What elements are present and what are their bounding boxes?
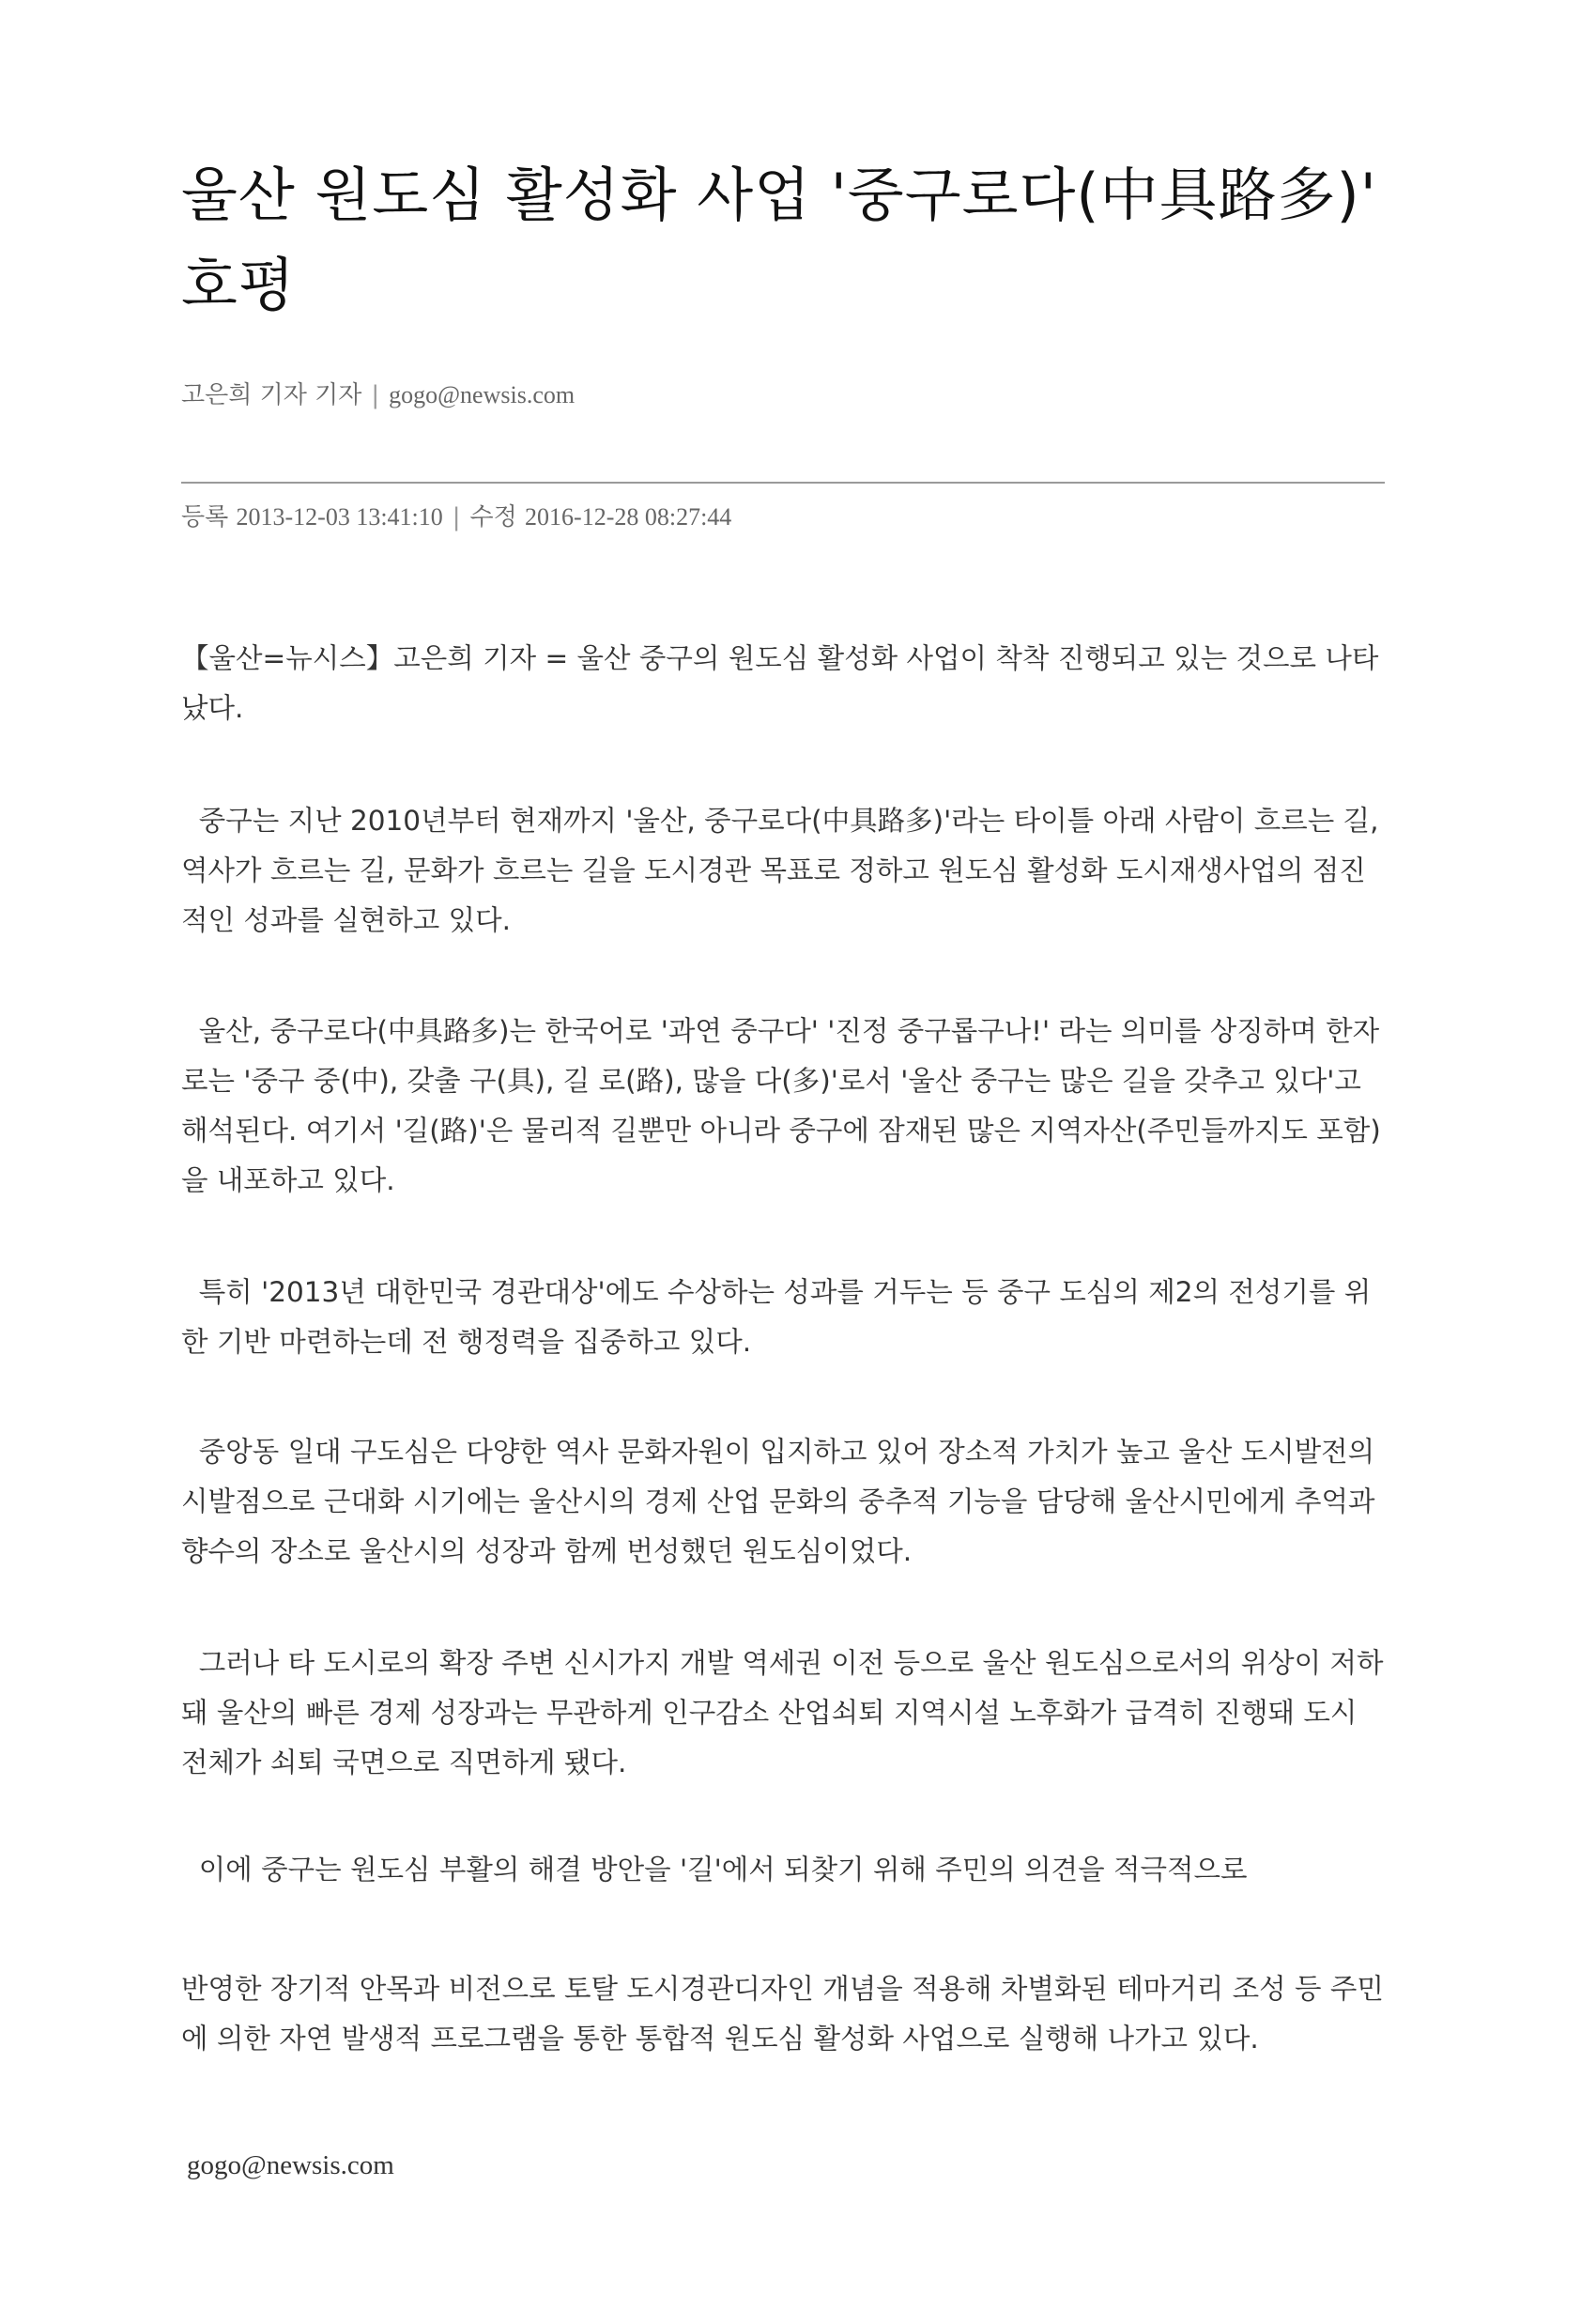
- reporter-name: 고은희 기자 기자: [181, 381, 362, 409]
- byline-separator: |: [371, 381, 380, 409]
- modified-label: 수정: [469, 503, 517, 531]
- article-dates: [181, 498, 731, 532]
- article-headline: 울산 원도심 활성화 사업 '중구로다(中具路多)' 호평: [181, 161, 1377, 319]
- article-paragraph: 울산, 중구로다(中具路多)는 한국어로 '과연 중구다' '진정 중구롭구나!' 라는 의미를 상징하며 한자로는 '중구 중(中), 갖출 구(具), 길 로(路), 많을 다(多)'로서 '울산 중구는 많은 길을 갖추고 있다'고 해석된다. 여기서 '길(路)'은 물리적 길뿐만 아니라 중구에 잠재된 많은 지역자산(주민들까지도 포함)을 내포하고 있다.: [181, 1015, 1381, 1196]
- article-paragraph: 이에 중구는 원도심 부활의 해결 방안을 '길'에서 되찾기 위해 주민의 의견을 적극적으로: [181, 1854, 1248, 1886]
- registered-timestamp: 2013-12-03 13:41:10: [236, 503, 443, 531]
- header-divider: [181, 482, 1385, 484]
- article-signature-email[interactable]: gogo@newsis.com: [187, 2150, 394, 2180]
- dates-separator: |: [452, 503, 461, 531]
- article-paragraph: 중앙동 일대 구도심은 다양한 역사 문화자원이 입지하고 있어 장소적 가치가 높고 울산 도시발전의 시발점으로 근대화 시기에는 울산시의 경제 산업 문화의 중추적 기능을 담당해 울산시민에게 추억과 향수의 장소로 울산시의 성장과 함께 번성했던 원도심이었다.: [181, 1436, 1384, 1567]
- modified-timestamp: 2016-12-28 08:27:44: [525, 503, 732, 531]
- article-paragraph: 중구는 지난 2010년부터 현재까지 '울산, 중구로다(中具路多)'라는 타이틀 아래 사람이 흐르는 길, 역사가 흐르는 길, 문화가 흐르는 길을 도시경관 목표로 정하고 원도심 활성화 도시재생사업의 점진적인 성과를 실현하고 있다.: [181, 805, 1388, 936]
- reporter-email[interactable]: gogo@newsis.com: [389, 381, 575, 408]
- article-paragraph: 특히 '2013년 대한민국 경관대상'에도 수상하는 성과를 거두는 등 중구 도심의 제2의 전성기를 위한 기반 마련하는데 전 행정력을 집중하고 있다.: [181, 1276, 1372, 1358]
- article-paragraph: 반영한 장기적 안목과 비전으로 토탈 도시경관디자인 개념을 적용해 차별화된 테마거리 조성 등 주민에 의한 자연 발생적 프로그램을 통한 통합적 원도심 활성화 사업으로 실행해 나가고 있다.: [181, 1973, 1384, 2055]
- article-paragraph: 그러나 타 도시로의 확장 주변 신시가지 개발 역세권 이전 등으로 울산 원도심으로서의 위상이 저하돼 울산의 빠른 경제 성장과는 무관하게 인구감소 산업쇠퇴 지역시설 노후화가 급격히 진행돼 도시 전체가 쇠퇴 국면으로 직면하게 됐다.: [181, 1647, 1384, 1778]
- registered-label: 등록: [181, 503, 229, 531]
- byline: [181, 376, 575, 410]
- article-paragraph: 【울산=뉴시스】고은희 기자 = 울산 중구의 원도심 활성화 사업이 착착 진행되고 있는 것으로 나타났다.: [181, 642, 1379, 724]
